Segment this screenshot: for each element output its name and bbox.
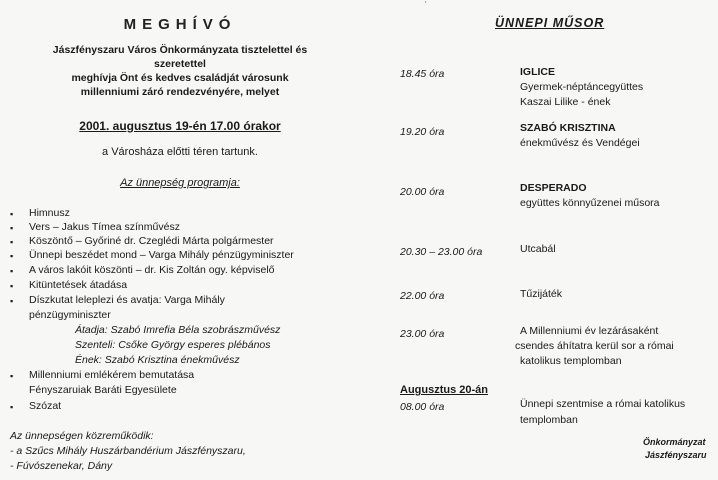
schedule-time: 18.45 óra [400, 68, 445, 80]
bullet-icon: ▪ [10, 266, 14, 276]
contributors-heading: Az ünnepségen közreműködik: [10, 430, 154, 442]
schedule-time: 23.00 óra [400, 328, 445, 340]
schedule-time: 19.20 óra [400, 126, 445, 138]
schedule-detail: együttes könnyűzenei műsora [520, 197, 660, 209]
invitation-text-line: millenniumi záró rendezvényére, melyet [80, 86, 280, 98]
schedule-detail: A Millenniumi év lezárásaként [520, 325, 659, 337]
program-item: Kitüntetések átadása [29, 279, 128, 291]
schedule-performer: DESPERADO [520, 182, 587, 194]
bullet-icon: ▪ [10, 281, 14, 291]
event-date: 2001. augusztus 19-én 17.00 órakor [79, 119, 281, 133]
schedule-time: 20.00 óra [400, 186, 445, 198]
schedule-time: 08.00 óra [400, 401, 445, 413]
schedule-detail: Kaszai Lilike - ének [520, 96, 611, 108]
program-item: Köszöntő – Győriné dr. Czeglédi Márta polgármester [29, 235, 274, 247]
program-item: A város lakóit köszönti – dr. Kis Zoltán ogy. képviselő [29, 264, 275, 276]
bullet-icon: ▪ [10, 296, 14, 306]
bullet-icon: ▪ [10, 223, 14, 233]
signature-line: Jászfényszaru [645, 450, 707, 460]
program-item: Ünnepi beszédet mond – Varga Mihály pénzügyminiszter [29, 249, 294, 261]
bullet-icon: ▪ [10, 251, 14, 261]
schedule-detail: Gyermek-néptáncegyüttes [520, 81, 644, 93]
august-heading: Augusztus 20-án [400, 384, 489, 396]
program-subitem: Átadja: Szabó Imrefia Béla szobrászművész [75, 324, 281, 336]
schedule-time: 20.30 – 23.00 óra [400, 246, 483, 258]
program-item-continuation: Fényszaruiak Baráti Egyesülete [29, 384, 177, 396]
contributor-line: - a Szűcs Mihály Huszárbandérium Jászfényszaru, [10, 445, 246, 457]
program-item: Vers – Jakus Tímea színművész [29, 221, 180, 233]
program-item: Szózat [29, 400, 62, 412]
program-subitem: Ének: Szabó Krisztina énekművész [75, 354, 240, 366]
scan-mark: ' [425, 0, 427, 9]
program-item: Millenniumi emlékérem bemutatása [29, 369, 195, 381]
schedule-performer: IGLICE [520, 66, 556, 78]
schedule-detail: templomban [520, 414, 578, 426]
program-item-continuation: pénzügyminiszter [29, 309, 111, 321]
schedule-detail: Utcabál [520, 243, 556, 255]
schedule-detail: csendes áhítatra kerül sor a római [515, 340, 674, 352]
event-place: a Városháza előtti téren tartunk. [102, 146, 258, 158]
schedule-performer: SZABÓ KRISZTINA [520, 122, 616, 134]
program-item: Himnusz [29, 207, 70, 219]
bullet-icon: ▪ [10, 402, 14, 412]
bullet-icon: ▪ [10, 371, 14, 381]
program-title: ÜNNEPI MŰSOR [495, 16, 605, 30]
schedule-time: 22.00 óra [400, 290, 445, 302]
schedule-detail: Ünnepi szentmise a római katolikus [520, 398, 686, 410]
signature-line: Önkormányzat [643, 437, 706, 447]
program-subitem: Szenteli: Csőke György esperes plébános [75, 339, 271, 351]
schedule-detail: katolikus templomban [520, 355, 622, 367]
bullet-icon: ▪ [10, 209, 14, 219]
invitation-title: MEGHÍVÓ [123, 16, 237, 33]
program-item: Díszkutat leleplezi és avatja: Varga Mihály [29, 294, 225, 306]
invitation-text-line: szeretettel [154, 58, 206, 70]
bullet-icon: ▪ [10, 237, 14, 247]
contributor-line: - Fúvószenekar, Dány [10, 460, 113, 472]
program-heading: Az ünnepség programja: [120, 177, 240, 189]
schedule-detail: Tűzijáték [520, 288, 563, 300]
schedule-detail: énekművész és Vendégei [520, 137, 640, 149]
invitation-text-line: Jászfényszaru Város Önkormányzata tisztelettel és [52, 44, 308, 56]
invitation-text-line: meghívja Önt és kedves családját városunk [71, 72, 289, 84]
